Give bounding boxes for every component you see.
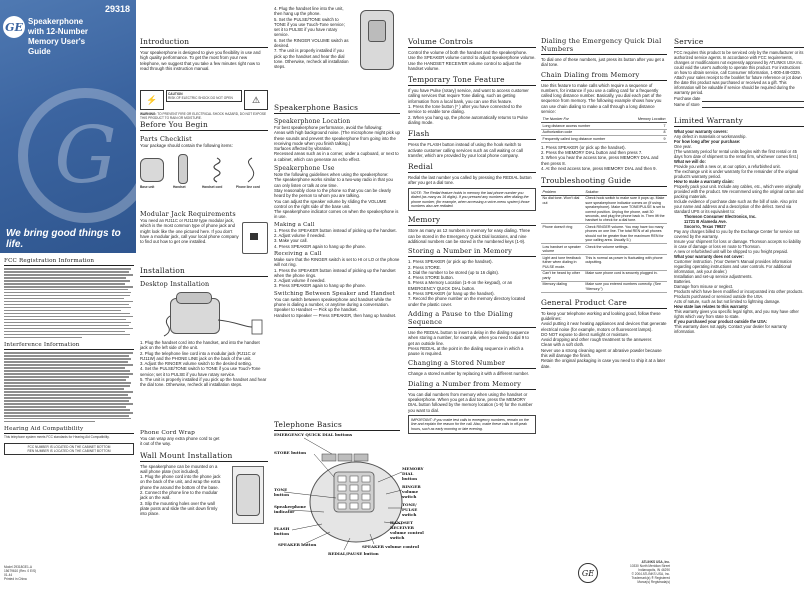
- flash-text: Press the FLASH button instead of using the hook switch to activate customer calling services such as call waiting or call transfer, which are provided by your local phone company.: [408, 142, 523, 158]
- dealer-label: Name of store: [674, 102, 700, 107]
- interference-body: [4, 352, 134, 422]
- switching-heading: Switching Between Speaker and Handset: [274, 290, 396, 297]
- purchase-date-label: Purchase date: [674, 96, 701, 101]
- redial-text: Redial the last number you called by pressing the REDIAL button after you get a dial tone.: [408, 175, 532, 186]
- phone-diagram: [274, 432, 424, 557]
- col5: Dialing the Emergency Quick Dial Numbers To dial one of these numbers, just press its button after you get a dial tone. Chain Dialing from Memory Use this feature to make calls which require a sequence of numbers, for instance if you use a calling card for a frequently called long distance number. Basically, you dial each part of the sequence from memory. The following example shows how you can use chain dialing to make a call through a long distance service: The Number For Memory Location Long distance access number 7 Authorization code 8 Frequently called long distance number 9 1. Press SPEAKER (or pick up the handset). 2. Press the MEMORY DIAL button and then press 7. 3. When you hear the access tone, press MEMORY DIAL and then press 8. 4. At the next access tone, press MEMORY DIAL and then 9. Troubleshooting Guide Problem Solution No dial tone. Won't dial out Check hook switch to make sure it pops up. Make sure speakerphone indicator comes on (if using speakerphone). Make sure TONE/PULSE is set to correct position. Unplug the phone, wait 30 seconds, and plug the phone back in. Then lift the handset to check for a dial tone. Phone doesn't ring Check RINGER volume. You may have too many phones on one line. The total REN of all phones should not be greater than the maximum REN for your calling area. Usually 5.) Low handset or speaker volume Check the volume settings. Light and tone feedback futher when dialing in PULSE mode. This is normal as power is fluctuating with phone outputting. Can't be heard by other party Make sure phone cord is securely plugged in. Memory dialing Make sure you entered numbers correctly. (See “Memory.”) General Product Care To keep your telephone working and looking good, follow these guidelines: Avoid putting it near heating appliances and devices that generate electrical noise (for example, motors or fluorescent lamps). DO NOT expose to direct sunlight or moisture. Avoid dropping and other rough treatment to the answerer. Clean with a soft cloth. Never use a strong cleaning agent or abrasive powder because this will damage the finish. Retain the original packaging in case you need to ship it at a later date.: [541, 37, 667, 369]
- warning-title: WARNING:: [140, 112, 157, 116]
- emergency-text: To dial one of these numbers, just press its button after you get a dial tone.: [541, 57, 665, 68]
- label-emergency: EMERGENCY QUICK DIAL buttons: [274, 432, 353, 437]
- cover-tagline: We bring good things to life.: [6, 228, 121, 250]
- installation-section: [140, 266, 268, 388]
- important-note: IMPORTANT: If you make test calls to emergency numbers, remain on the line and explain the reason for the call. Also, make these calls in off-peak hours, such as early morning or late evening.: [408, 415, 536, 434]
- wall-mount-heading: Wall Mount Installation: [140, 450, 233, 460]
- parts-heading: Parts Checklist: [140, 135, 192, 143]
- location-heading: Speakerphone Location: [274, 118, 351, 125]
- label-flash: FLASH button: [274, 526, 290, 536]
- temp-tone-heading: Temporary Tone Feature: [408, 75, 505, 85]
- ge-watermark: G: [18, 88, 136, 223]
- intro-section: [140, 37, 268, 71]
- wall-phone-image: [354, 6, 400, 76]
- desktop-steps: 1. Plug the handset cord into the handset, and into the handset jack on the left side of the unit. 2. Plug the telephone line cord into a modular jack (RJ11C or RJ11W) and the PHONE LINE jack on the back of the unit. 3. Adjust the RINGER volume switch to the desired setting. 4. Set the PULSE/TONE switch to TONE if you use Touch-Tone service; set it to PULSE if you have rotary service. 5. The unit is properly installed if you pick up the handset and hear the dial tone. Otherwise, recheck all installation steps.: [140, 340, 267, 388]
- base-unit-image: [140, 158, 164, 182]
- pause-heading: Adding a Pause to the Dialing Sequence: [408, 309, 514, 326]
- phone-line-cord-image: [238, 156, 266, 184]
- cord-wrap-heading: Phone Cord Wrap: [140, 430, 196, 436]
- redial-heading: Redial: [408, 162, 434, 172]
- label-redial-pause: REDIAL/PAUSE button: [328, 551, 379, 556]
- ren-box: [4, 443, 134, 455]
- changing-text: Change a stored number by replacing it with a different number.: [408, 371, 530, 377]
- desktop-illustration: [140, 290, 268, 340]
- label-tone-pulse: TONE/ PULSE switch: [402, 502, 418, 517]
- dialing-text: You can dial numbers from memory when using the handset or speakerphone. When you get a dial tone, press the MEMORY DIAL button followed by the memory location (1-9) for the number you want to dial.: [408, 391, 533, 413]
- handset-image: [178, 154, 188, 184]
- label-memory: MEMORY DIAL button: [402, 466, 424, 481]
- ge-footer-logo: GE: [578, 563, 598, 583]
- dialing-heading: Dialing a Number from Memory: [408, 379, 522, 388]
- installation-heading: Installation: [140, 266, 185, 275]
- cover-title: Speakerphone with 12-Number Memory User's Guide: [28, 17, 89, 56]
- footer-company: ATLINKS USA, Inc. 10330 North Meridian Street Indianapolis, IN 46290 © 2004 ATLINKS USA, Inc. Trademark(s) ® Registered Marca(s) Registrada(s): [629, 560, 670, 585]
- fcc-heading: FCC Registration Information: [4, 258, 95, 264]
- introduction-heading: Introduction: [140, 37, 190, 46]
- label-store: STORE button: [274, 450, 307, 455]
- interference-heading: Interference Information: [4, 342, 80, 349]
- volume-heading: Volume Controls: [408, 37, 473, 46]
- troubleshooting-heading: Troubleshooting Guide: [541, 176, 632, 186]
- ren-line-1: FCC NUMBER IS LOCATED ON THE CABINET BOTTOM: [27, 444, 111, 449]
- lightning-warning-icon: ⚡: [140, 90, 164, 110]
- chain-table: The Number For Memory Location Long distance access number 7 Authorization code 8 Frequently called long distance number 9: [542, 116, 666, 141]
- cord-wrap-section: [140, 430, 268, 526]
- basics-section: Speakerphone Basics Speakerphone Location For best speakerphone performance, avoid the following: Areas with high background noise. (The microphone might pick up these sounds and prevent the speakerphone from going into the receiving mode when you finish talking.) Surfaces affected by vibration. Recessed areas such as in a corner, under a cupboard, or next to a cabinet, which can generate an echo effect. Speakerphone Use Note the following guidelines when using the speakerphone: The speakerphone works similar to a two-way radio in that you can only listen or talk at one time. Stay reasonably close to the phone so that you can be clearly heard by the person to whom you are talking. You can adjust the speaker volume by sliding the VOLUME control on the right side of the base unit. The speakerphone indicator comes on when the speakerphone is in use. Making a Call 1. Press the SPEAKER button instead of picking up the handset. 2. Adjust volume if needed. 3. Make your call. 4. Press SPEAKER again to hang up the phone. Receiving a Call Make sure that the RINGER switch is set to HI or LO or the phone will not ring. 1. Press the SPEAKER button instead of picking up the handset when the phone rings. 2. Adjust volume if needed. 3. Press SPEAKER again to hang up the phone. Switching Between Speaker and Handset You can switch between speakerphone and handset while the phone is dialing a number, or anytime during a conversation. Speaker to Handset — Pick up the handset. Handset to Speaker — Press SPEAKER, then hang up handset.: [274, 103, 400, 318]
- col4: Volume Controls Control the volume of both the handset and the speakerphone. Use the SPEAKER volume control to adjust speakerphone volume. Use the HANDSET RECEIVER volume control to adjust the handset volume. Temporary Tone Feature If you have Pulse (rotary) service, and want to access customer calling services that require Tone dialing, such as getting information from a local bank, you can use this feature. 1. Press the tone button (* ) after you have connected to the service to enable tone dialing. 2. When you hang up, the phone automatically returns to Pulse dialing mode. Flash Press the FLASH button instead of using the hook switch to activate customer calling services such as call waiting or call transfer, which are provided by your local phone company. Redial Redial the last number you called by pressing the REDIAL button after you get a dial tone. NOTE: The Redial feature holds in memory the last phone number you dialed (as many as 16 digits). If you pressed any numbers after dialing the phone number, (for example, when accessing a voice-menu system) those numbers also are redialed. Memory Store as many as 12 numbers in memory for easy dialing. Three can be stored in the Emergency Quick Dial locations, and nine additional numbers can be stored in the numbered keys (1-9). Storing a Number in Memory 1. Press SPEAKER (or pick up the handset). 2. Press STORE. 3. Dial the number to be stored (up to 16 digits). 4. Press STORE button. 5. Press a Memory Location (1-9 on the keypad), or an EMERGENCY QUICK DIAL button. 6. Press SPEAKER (or hang up the handset). 7. Record the phone number on the memory directory located under the plastic cover. Adding a Pause to the Dialing Sequence Use the REDIAL button to insert a delay in the dialing sequence when storing a number, for example, when you need to dial 9 to get an outside line. Press REDIAL at the point in the dialing sequence in which a pause is required. Changing a Stored Number Change a stored number by replacing it with a different number. Dialing a Number from Memory You can dial numbers from memory when using the handset or speakerphone. When you get a dial tone, press the MEMORY DIAL button followed by the memory location (1-9) for the number you want to dial. IMPORTANT: If you make test calls to emergency numbers, remain on the line and explain the reason for the call. Also, make these calls in off-peak hours, such as early morning or late evening.: [408, 37, 536, 434]
- handset-cord-image: [206, 156, 228, 184]
- footer-model-info: Model 29318GE1-A 15679610 (Rev. 0 E/S) 01-44 Printed in China: [4, 565, 37, 582]
- chain-text: Use this feature to make calls which require a sequence of numbers, for instance if you use a calling card for a frequently called long distance number. Basically, you dial each part of the sequence from memory. The following example shows how you can use chain dialing to make a call through a long distance service:: [541, 82, 662, 115]
- modular-text: You need an RJ11C or RJ11W type modular jack, which is the most common type of phone jack and might look like the one pictured here. If you don't have a modular jack, call your local phone company to find out how to get one installed.: [140, 218, 239, 245]
- storing-heading: Storing a Number in Memory: [408, 247, 513, 256]
- cord-wrap-text: You can wrap any extra phone cord to get it out of the way.: [140, 436, 220, 447]
- hac-text: This telephone system meets FCC standards for Hearing Aid Compatibility.: [4, 435, 110, 440]
- ge-logo: GE: [3, 16, 25, 38]
- caution-text: RISK OF ELECTRIC SHOCK DO NOT OPEN: [168, 96, 233, 101]
- service-heading: Service: [674, 37, 704, 46]
- exclamation-warning-icon: ⚠: [244, 90, 268, 110]
- warning-text: TO PREVENT FIRE OR ELECTRICAL SHOCK HAZARD, DO NOT EXPOSE THIS PRODUCT TO RAIN OR MOISTURE.: [140, 112, 267, 121]
- telephone-basics-heading: Telephone Basics: [274, 420, 343, 429]
- wall-mount-image: [228, 464, 268, 526]
- install-cont: 4. Plug the handset line into the unit, then hang up the phone. 5. Set the PULSE/TONE switch to TONE if you use Touch-Tone service; set it to PULSE if you have rotary service. 6. Set the RINGER VOLUME switch as desired. 7. The unit is properly installed if you pick up the handset and hear the dial tone. Otherwise, recheck all installation steps.: [274, 6, 400, 76]
- wall-mount-text: The speakerphone can be mounted on a wall phone plate (not included). 1. Plug the phone cord into the phone jack on the back of the unit, and wrap the extra phone the around the bottom of the base. 2. Connect the phone line to the modular jack on the wall. 3. Slip the mounting holes over the wall plate posts and slide the unit down firmly into place.: [140, 463, 221, 517]
- caution-label: CAUTION: [168, 92, 183, 96]
- care-heading: General Product Care: [541, 297, 627, 307]
- fcc-body: [4, 268, 134, 338]
- receiving-heading: Receiving a Call: [274, 250, 322, 257]
- label-handset-volume: HANDSET RECEIVER volume control switch: [390, 520, 424, 540]
- model-number: 29318: [104, 4, 130, 14]
- flash-heading: Flash: [408, 129, 430, 139]
- emergency-heading: Dialing the Emergency Quick Dial Numbers: [541, 37, 662, 53]
- hac-heading: Hearing Aid Compatibility: [4, 426, 84, 433]
- ren-line-2: REN NUMBER IS LOCATED ON THE CABINET BOTTOM: [27, 448, 111, 453]
- warranty-heading: Limited Warranty: [674, 116, 744, 125]
- warning-box: [140, 90, 268, 120]
- parts-text: Your package should contain the following items:: [140, 143, 233, 148]
- label-tone: TONE button: [274, 487, 289, 497]
- label-speakerphone-indicator: Speakerphone indicator: [274, 504, 307, 514]
- parts-illustration: [140, 152, 268, 194]
- before-section: [140, 120, 268, 194]
- use-heading: Speakerphone Use: [274, 165, 335, 173]
- making-heading: Making a Call: [274, 221, 315, 228]
- memory-heading: Memory: [408, 215, 441, 225]
- part-label-handset: Handset: [173, 184, 186, 189]
- label-speaker-button: SPEAKER button: [278, 542, 317, 547]
- redial-note: NOTE: The Redial feature holds in memory the last phone number you dialed (as many as 16 digits). If you pressed any numbers after dialing the phone number, (for example, when accessing a voice-menu system) those numbers also are redialed.: [408, 188, 536, 212]
- wall-jack-image: [242, 222, 268, 254]
- speakerphone-basics-heading: Speakerphone Basics: [274, 103, 359, 112]
- part-label-base: Base unit: [140, 184, 155, 189]
- modular-section: [140, 210, 268, 254]
- modular-heading: Modular Jack Requirements: [140, 210, 236, 218]
- dealer-line: [702, 102, 804, 108]
- chain-heading: Chain Dialing from Memory: [541, 70, 640, 79]
- before-heading: Before You Begin: [140, 120, 208, 129]
- desktop-heading: Desktop Installation: [140, 280, 210, 288]
- part-label-line: Phone line cord: [236, 184, 260, 189]
- cover-panel: [0, 0, 136, 253]
- label-speaker-volume: SPEAKER volume control: [362, 544, 420, 549]
- part-label-cord: Handset cord: [202, 184, 223, 189]
- col6: Service FCC requires this product to be serviced only by the manufacturer or its authorized service agents. In accordance with FCC requirements, changes or modifications not expressly approved by ATLINKS USA Inc. could void the user's authority to operate this product. For instructions on how to obtain service, call Consumer Information, 1-800-448-0329. Attach your sales receipt to the booklet for future reference or jot down the date this product was purchased or received as a gift. This information will be valuable if service should be required during the warranty period. Purchase date Name of store Limited Warranty What your warranty covers: Any defect in materials or workmanship. For how long after your purchase: One year. (The warranty period for rental units begins with the first rental or 45 days from date of shipment to the rental firm, whichever comes first.) What we will do: Provide you with a new or, at our option, a refurbished unit. The exchange unit is under warranty for the remainder of the original product's warranty period. How to make a warranty claim: Properly pack your unit. Include any cables, etc., which were originally provided with the product. We recommend using the original carton and packing materials. Include evidence of purchase date such as the bill of sale. Also print your name and address and a description of the defect. Send via standard UPS or its equivalent to: Thomson Consumer Electronics, Inc. 11721 B Alameda Ave. Socorro, Texas 79927 Pay any charges billed to you by the Exchange Center for service not covered by the warranty. Insure your shipment for loss or damage. Thomson accepts no liability in case of damage or loss en route to Thomson. A new or refurbished unit will be shipped to you freight prepaid. What your warranty does not cover: Customer instruction. (Your Owner's Manual provides information regarding operating instructions and user controls. For additional information, ask your dealer.) Installation and set-up service adjustments. Batteries. Damage from misuse or neglect. Products which have been modified or incorporated into other products. Products purchased or serviced outside the USA. Acts of nature, such as but not limited to lightning damage. How state law relates to this warranty: This warranty gives you specific legal rights, and you may have other rights which vary from state to state. If you purchased your product outside the USA: This warranty does not apply. Contact your dealer for warranty information.: [674, 37, 804, 334]
- telephone-basics-section: [274, 420, 400, 431]
- label-ringer: RINGER volume switch: [402, 484, 421, 499]
- fcc-section: [4, 258, 134, 455]
- intro-text: Your speakerphone is designed to give you flexibility in use and high quality performance. To get the most from your new telephone, we suggest that you take a few minutes right now to read through this instruction manual.: [140, 50, 261, 71]
- changing-heading: Changing a Stored Number: [408, 359, 506, 368]
- trouble-table: Problem Solution No dial tone. Won't dial out Check hook switch to make sure it pops up. Make sure speakerphone indicator comes on (if using speakerphone). Make sure TONE/PULSE is set to correct position. Unplug the phone, wait 30 seconds, and plug the phone back in. Then lift the handset to check for a dial tone. Phone doesn't ring Check RINGER volume. You may have too many phones on one line. The total REN of all phones should not be greater than the maximum REN for your calling area. Usually 5.) Low handset or speaker volume Check the volume settings. Light and tone feedback futher when dialing in PULSE mode. This is normal as power is fluctuating with phone outputting. Can't be heard by other party Make sure phone cord is securely plugged in. Memory dialing Make sure you entered numbers correctly. (See “Memory.”): [542, 189, 666, 291]
- memory-text: Store as many as 12 numbers in memory for easy dialing. Three can be stored in the Emergency Quick Dial locations, and nine additional numbers can be stored in the numbered keys (1-9).: [408, 228, 531, 244]
